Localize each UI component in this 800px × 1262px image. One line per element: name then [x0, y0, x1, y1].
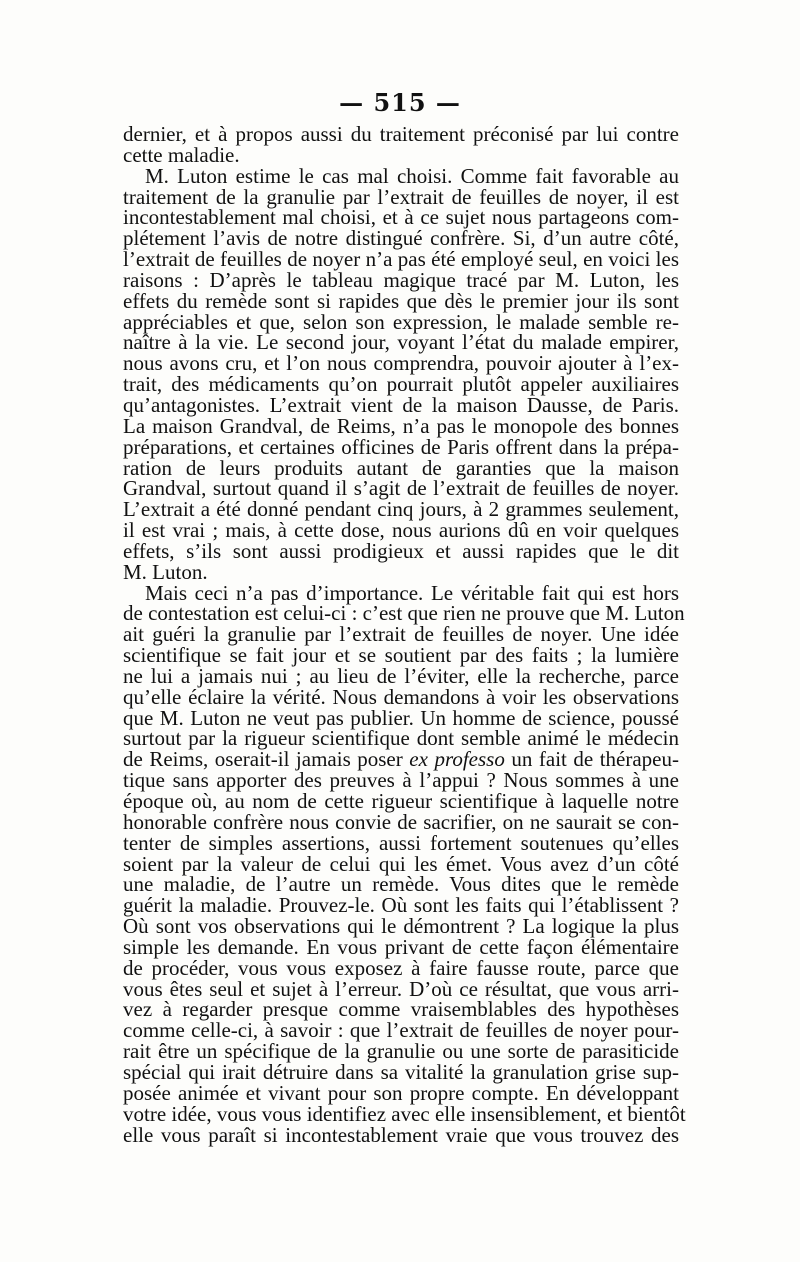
text-line	[123, 478, 679, 499]
text-line	[123, 705, 679, 730]
body-text	[123, 122, 686, 1147]
text-line	[123, 976, 679, 1001]
text-line-segment: M. Luton estime le cas mal choisi. Comme fait favorable au	[145, 163, 679, 188]
text-line	[123, 999, 679, 1020]
text-line	[123, 267, 679, 292]
text-line-segment: rait être un spécifique de la granulie ou une sorte de parasiticide	[123, 1039, 679, 1064]
text-line-segment: ration de leurs produits autant de garanties que la maison	[123, 455, 679, 480]
text-line	[123, 851, 679, 876]
text-line	[123, 895, 679, 916]
text-line-segment: simple les demande. En vous privant de cette façon élémentaire	[123, 934, 679, 959]
text-line-segment: effets du remède sont si rapides que dès le premier jour ils sont	[123, 288, 679, 313]
text-line-segment: votre idée, vous vous identifiez avec elle insensiblement, et bientôt	[123, 1101, 686, 1126]
text-line	[123, 1080, 679, 1105]
text-line-segment: Grandval, surtout quand il s’agit de l’extrait de feuilles de noyer.	[123, 476, 679, 501]
text-line-segment: de Reims, oserait-il jamais poser	[123, 747, 410, 772]
text-line	[123, 124, 679, 145]
italic-phrase: ex professo	[409, 747, 505, 772]
text-line	[123, 249, 679, 270]
text-line	[123, 624, 679, 645]
text-line-segment: de procéder, vous vous exposez à faire fausse route, parce que	[123, 955, 679, 980]
text-line	[123, 520, 679, 541]
text-line	[123, 874, 679, 895]
text-line-segment: Où sont vos observations qui le démontrent ? La logique la plus	[123, 914, 679, 939]
text-line	[123, 1020, 679, 1041]
text-line	[123, 142, 679, 167]
text-line-segment: scientifique se fait jour et se soutient par des faits ; la lumière	[123, 643, 679, 668]
text-line	[123, 559, 679, 584]
text-line	[123, 1041, 679, 1062]
text-line	[123, 207, 679, 228]
text-line	[123, 1059, 679, 1084]
text-line	[123, 684, 679, 709]
text-line	[123, 809, 679, 834]
text-line	[123, 309, 679, 334]
text-line	[123, 1122, 679, 1147]
text-line-segment: effets, s’ils sont aussi prodigieux et aussi rapides que le dit	[123, 538, 679, 563]
text-line	[123, 392, 679, 417]
text-line-segment: posée animée et vivant pour son propre compte. En développant	[123, 1080, 679, 1105]
text-line-segment: plétement l’avis de notre distingué confrère. Si, d’un autre côté,	[123, 226, 679, 251]
text-line-segment: dernier, et à propos aussi du traitement préconisé par lui contre	[123, 122, 679, 146]
text-line-segment: qu’elle éclaire la vérité. Nous demandons à voir les observations	[123, 684, 679, 709]
text-line-segment: époque où, au nom de cette rigueur scientifique à laquelle notre	[123, 789, 679, 813]
text-line	[123, 455, 679, 480]
text-line	[123, 955, 679, 980]
text-line-segment: spécial qui irait détruire dans sa vitalité la granulation grise sup-	[123, 1059, 679, 1084]
text-line-segment: elle vous paraît si incontestablement vraie que vous trouvez des	[123, 1122, 679, 1147]
text-line	[123, 645, 679, 666]
text-line-segment: appréciables et que, selon son expression, le malade semble re-	[123, 309, 679, 334]
text-line	[123, 288, 679, 313]
page-number-header: — 515 —	[339, 88, 461, 117]
text-line	[123, 184, 679, 209]
text-line	[123, 499, 679, 520]
text-line-segment: ne lui a jamais nui ; au lieu de l’éviter, elle la recherche, parce	[123, 663, 679, 688]
text-line-segment: qu’antagonistes. L’extrait vient de la maison Dausse, de Paris.	[123, 392, 679, 417]
text-line	[123, 770, 679, 791]
text-line-segment: préparations, et certaines officines de Paris offrent dans la prépa-	[123, 434, 679, 459]
text-line-segment: tique sans apporter des preuves à l’appui ? Nous sommes à une	[123, 768, 679, 793]
text-line	[123, 830, 679, 855]
text-line-segment: l’extrait de feuilles de noyer n’a pas été employé seul, en voici les	[123, 247, 679, 272]
text-line-segment: M. Luton.	[123, 559, 208, 584]
text-line-segment: incontestablement mal choisi, et à ce sujet nous partageons com-	[123, 205, 679, 230]
text-line	[123, 580, 679, 605]
text-line-segment: surtout par la rigueur scientifique dont semble animé le médecin	[123, 726, 679, 751]
text-line-segment: traitement de la granulie par l’extrait de feuilles de noyer, il est	[123, 184, 679, 209]
text-line	[123, 663, 679, 688]
text-line	[123, 413, 679, 438]
text-line-segment: naître à la vie. Le second jour, voyant l’état du malade empirer,	[123, 330, 679, 355]
text-line-segment: trait, des médicaments qu’on pourrait plutôt appeler auxiliaires	[123, 372, 679, 397]
text-line-segment: que M. Luton ne veut pas publier. Un homme de science, poussé	[123, 705, 679, 730]
text-line	[123, 332, 679, 353]
text-line	[123, 791, 679, 812]
text-line	[123, 916, 679, 937]
text-line-segment: raisons : D’après le tableau magique tracé par M. Luton, les	[123, 267, 679, 292]
text-line	[123, 538, 679, 563]
text-line	[123, 601, 685, 626]
text-line-segment: tenter de simples assertions, aussi fortement soutenues qu’elles	[123, 830, 679, 855]
text-line-segment: honorable confrère nous convie de sacrifier, on ne saurait se con-	[123, 809, 679, 834]
text-line	[123, 1101, 686, 1126]
text-line	[123, 374, 679, 395]
text-line-segment: de contestation est celui-ci : c’est que rien ne prouve que M. Luton	[123, 601, 685, 626]
text-line-segment: vous êtes seul et sujet à l’erreur. D’où ce résultat, que vous arri-	[123, 976, 679, 1001]
text-line	[123, 728, 679, 749]
text-line-segment: un fait de thérapeu-	[504, 747, 679, 772]
text-line	[123, 434, 679, 459]
text-line-segment: vez à regarder presque comme vraisemblables des hypothèses	[123, 997, 679, 1022]
text-line	[123, 163, 679, 188]
text-line-segment: guérit la maladie. Prouvez-le. Où sont les faits qui l’établissent ?	[123, 893, 679, 918]
text-line	[123, 353, 679, 374]
text-line-segment: Mais ceci n’a pas d’importance. Le véritable fait qui est hors	[145, 580, 679, 605]
text-line-segment: ait guéri la granulie par l’extrait de feuilles de noyer. Une idée	[123, 622, 679, 647]
text-line-segment: comme celle-ci, à savoir : que l’extrait de feuilles de noyer pour-	[123, 1018, 679, 1043]
text-line-segment: cette maladie.	[123, 142, 240, 167]
text-line-segment: La maison Grandval, de Reims, n’a pas le monopole des bonnes	[123, 413, 679, 438]
text-line	[123, 228, 679, 249]
text-line-segment: il est vrai ; mais, à cette dose, nous aurions dû en voir quelques	[123, 518, 679, 543]
text-line-segment: L’extrait a été donné pendant cinq jours, à 2 grammes seulement,	[123, 497, 679, 522]
text-line-segment: une maladie, de l’autre un remède. Vous dites que le remède	[123, 872, 679, 897]
text-line	[123, 934, 679, 959]
text-line-segment: nous avons cru, et l’on nous comprendra, pouvoir ajouter à l’ex-	[123, 351, 679, 376]
text-line-segment: soient par la valeur de celui qui les émet. Vous avez d’un côté	[123, 851, 679, 876]
text-line	[123, 749, 679, 770]
